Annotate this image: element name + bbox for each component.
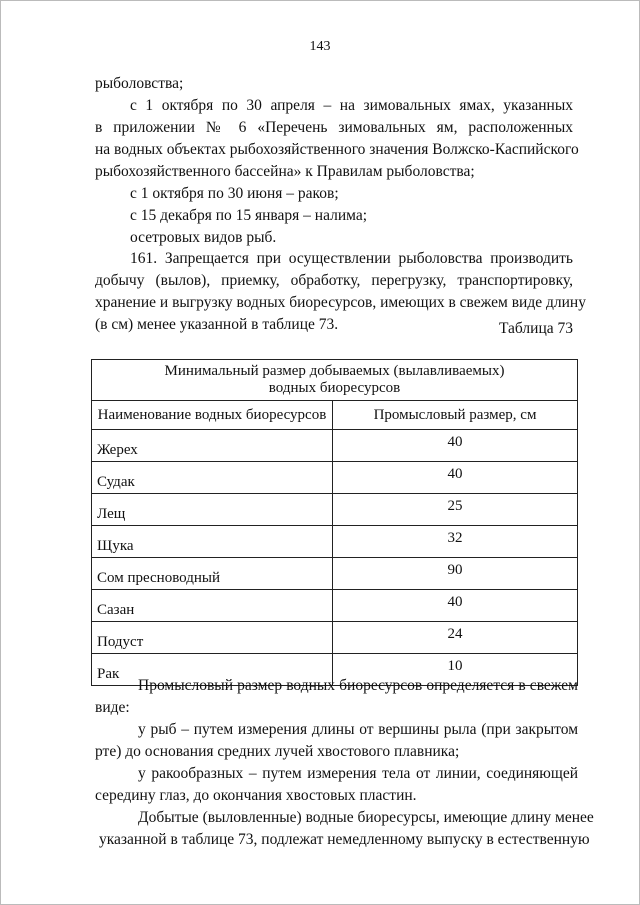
species-name: Рак xyxy=(92,654,333,686)
table-row xyxy=(92,430,578,462)
species-size: 10 xyxy=(333,654,578,686)
text-line: с 1 октября по 30 июня – раков; xyxy=(130,185,339,202)
table-title xyxy=(92,360,578,401)
species-name: Подуст xyxy=(92,622,333,654)
species-size: 25 xyxy=(333,494,578,526)
text-line: рыболовства; xyxy=(95,75,184,92)
text-line: виде: xyxy=(95,699,130,716)
species-size: 40 xyxy=(333,430,578,462)
text-line: у рыб – путем измерения длины от вершины рыла (при закрытом xyxy=(138,721,578,738)
species-size: 40 xyxy=(333,590,578,622)
page-number: 143 xyxy=(309,39,331,54)
table-row xyxy=(92,462,578,494)
table-row xyxy=(92,558,578,590)
col-header-name: Наименование водных биоресурсов xyxy=(92,401,333,430)
text-line: рте) до основания средних лучей хвостового плавника; xyxy=(95,743,460,760)
species-name: Щука xyxy=(92,526,333,558)
species-size: 40 xyxy=(333,462,578,494)
table-header-row xyxy=(92,401,578,430)
table-title-line1: Минимальный размер добываемых (вылавливаемых) xyxy=(164,363,505,379)
table-row xyxy=(92,494,578,526)
table-row xyxy=(92,590,578,622)
table-row xyxy=(92,526,578,558)
table-row xyxy=(92,622,578,654)
species-name: Лещ xyxy=(92,494,333,526)
table-caption: Таблица 73 xyxy=(498,320,573,337)
col-header-size: Промысловый размер, см xyxy=(333,401,578,430)
text-line: середину глаз, до окончания хвостовых пластин. xyxy=(95,787,417,804)
species-size: 90 xyxy=(333,558,578,590)
text-line: у ракообразных – путем измерения тела от линии, соединяющей xyxy=(138,765,578,782)
table-title-line2: водных биоресурсов xyxy=(268,380,401,396)
text-line: 161. Запрещается при осуществлении рыболовства производить xyxy=(130,250,573,267)
species-size: 24 xyxy=(333,622,578,654)
table-title-row xyxy=(92,360,578,401)
species-name: Сазан xyxy=(92,590,333,622)
species-name: Судак xyxy=(92,462,333,494)
text-line: указанной в таблице 73, подлежат немедленному выпуску в естественную xyxy=(99,831,590,848)
text-line: с 1 октября по 30 апреля – на зимовальных ямах, указанных xyxy=(130,97,573,114)
text-line: с 15 декабря по 15 января – налима; xyxy=(130,207,368,224)
text-line: (в см) менее указанной в таблице 73. xyxy=(95,316,339,333)
text-line: Добытые (выловленные) водные биоресурсы, имеющие длину менее xyxy=(138,809,594,826)
text-line: на водных объектах рыбохозяйственного значения Волжско-Каспийского xyxy=(95,141,579,158)
text-line: рыбохозяйственного бассейна» к Правилам рыболовства; xyxy=(95,163,475,180)
text-line: добычу (вылов), приемку, обработку, перегрузку, транспортировку, xyxy=(95,272,573,289)
fish-size-table xyxy=(91,359,578,686)
species-name: Сом пресноводный xyxy=(92,558,333,590)
species-size: 32 xyxy=(333,526,578,558)
text-line: осетровых видов рыб. xyxy=(130,229,277,246)
text-line: в приложении № 6 «Перечень зимовальных ям, расположенных xyxy=(95,119,573,136)
text-line: хранение и выгрузку водных биоресурсов, имеющих в свежем виде длину xyxy=(95,294,586,311)
text-line: Промысловый размер водных биоресурсов определяется в свежем xyxy=(138,677,578,694)
species-name: Жерех xyxy=(92,430,333,462)
